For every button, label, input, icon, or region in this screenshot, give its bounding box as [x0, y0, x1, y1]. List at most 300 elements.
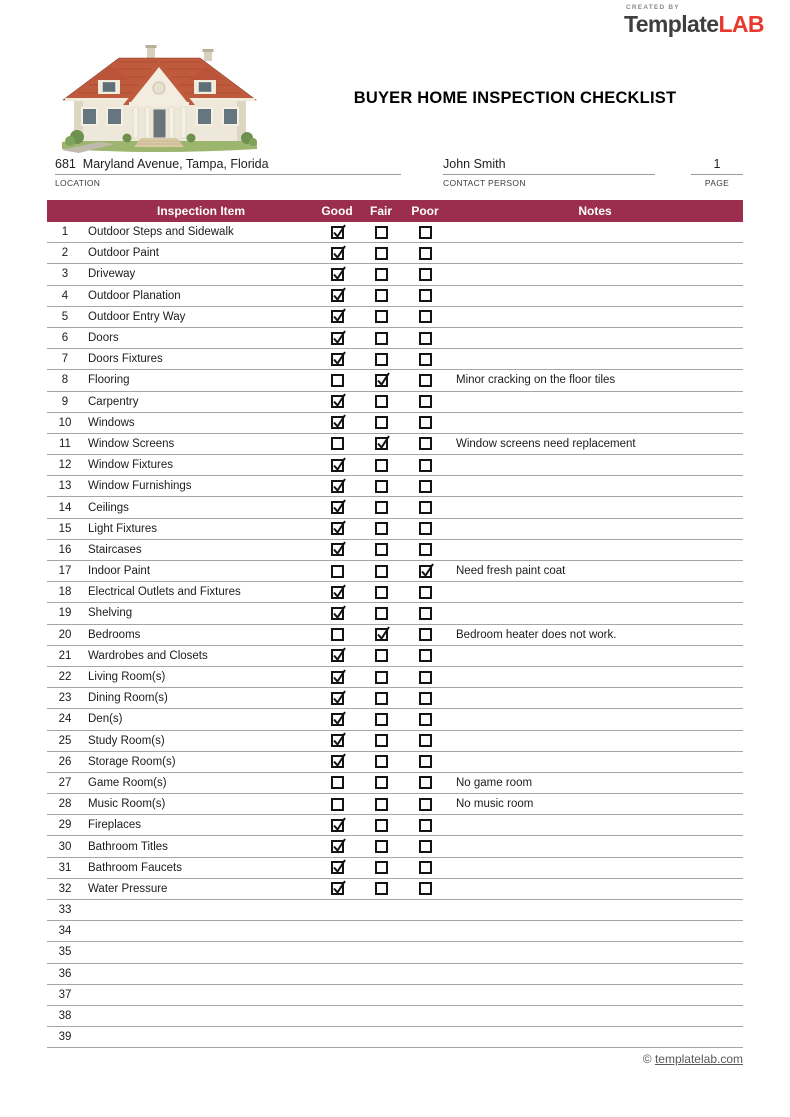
row-item-label: Outdoor Paint: [88, 247, 159, 260]
unchecked-checkbox-poor-icon[interactable]: [419, 692, 432, 705]
unchecked-checkbox-poor-icon[interactable]: [419, 289, 432, 302]
row-number: 30: [58, 840, 72, 853]
row-number: 37: [58, 988, 72, 1001]
table-row: [47, 370, 743, 391]
unchecked-checkbox-poor-icon[interactable]: [419, 861, 432, 874]
checked-checkbox-good-icon[interactable]: [331, 692, 344, 705]
unchecked-checkbox-poor-icon[interactable]: [419, 734, 432, 747]
cell-good: [315, 416, 359, 429]
column-header-good: Good: [321, 204, 353, 218]
page-number-field: [691, 157, 743, 188]
cell-good: [315, 819, 359, 832]
checked-checkbox-good-icon[interactable]: [331, 459, 344, 472]
table-row: [47, 328, 743, 349]
cell-good: [315, 565, 359, 578]
row-number: 22: [58, 671, 72, 684]
row-number: 12: [58, 459, 72, 472]
cell-poor: [403, 819, 447, 832]
row-item-label: Carpentry: [88, 395, 139, 408]
unchecked-checkbox-fair-icon[interactable]: [375, 332, 388, 345]
cell-good: [315, 459, 359, 472]
row-number: 25: [58, 734, 72, 747]
unchecked-checkbox-poor-icon[interactable]: [419, 395, 432, 408]
unchecked-checkbox-poor-icon[interactable]: [419, 586, 432, 599]
cell-poor: [403, 755, 447, 768]
cell-good: [315, 755, 359, 768]
checked-checkbox-good-icon[interactable]: [331, 289, 344, 302]
unchecked-checkbox-fair-icon[interactable]: [375, 861, 388, 874]
cell-fair: [359, 882, 403, 895]
row-number: 24: [58, 713, 72, 726]
cell-good: [315, 543, 359, 556]
row-item-label: Flooring: [88, 374, 130, 387]
unchecked-checkbox-good-icon[interactable]: [331, 374, 344, 387]
cell-fair: [359, 565, 403, 578]
unchecked-checkbox-fair-icon[interactable]: [375, 395, 388, 408]
row-notes[interactable]: Minor cracking on the floor tiles: [456, 374, 616, 387]
unchecked-checkbox-poor-icon[interactable]: [419, 840, 432, 853]
unchecked-checkbox-poor-icon[interactable]: [419, 310, 432, 323]
unchecked-checkbox-fair-icon[interactable]: [375, 268, 388, 281]
checked-checkbox-good-icon[interactable]: [331, 226, 344, 239]
unchecked-checkbox-poor-icon[interactable]: [419, 353, 432, 366]
table-row: [47, 561, 743, 582]
checked-checkbox-poor-icon[interactable]: [419, 565, 432, 578]
unchecked-checkbox-poor-icon[interactable]: [419, 819, 432, 832]
cell-fair: [359, 840, 403, 853]
checked-checkbox-good-icon[interactable]: [331, 671, 344, 684]
cell-fair: [359, 607, 403, 620]
checked-checkbox-good-icon[interactable]: [331, 840, 344, 853]
row-number: 29: [58, 819, 72, 832]
row-number: 26: [58, 755, 72, 768]
checked-checkbox-good-icon[interactable]: [331, 713, 344, 726]
unchecked-checkbox-fair-icon[interactable]: [375, 247, 388, 260]
unchecked-checkbox-poor-icon[interactable]: [419, 882, 432, 895]
footer-credit: [643, 1052, 743, 1066]
checked-checkbox-good-icon[interactable]: [331, 882, 344, 895]
unchecked-checkbox-poor-icon[interactable]: [419, 755, 432, 768]
checked-checkbox-good-icon[interactable]: [331, 819, 344, 832]
house-illustration-icon: [57, 42, 262, 156]
table-row: [47, 264, 743, 285]
templatelab-link[interactable]: templatelab.com: [654, 1052, 743, 1066]
table-row: [47, 222, 743, 243]
row-number: 34: [58, 925, 72, 938]
unchecked-checkbox-poor-icon[interactable]: [419, 416, 432, 429]
unchecked-checkbox-fair-icon[interactable]: [375, 713, 388, 726]
cell-poor: [403, 289, 447, 302]
unchecked-checkbox-fair-icon[interactable]: [375, 416, 388, 429]
checked-checkbox-good-icon[interactable]: [331, 501, 344, 514]
row-number: 11: [59, 437, 71, 450]
unchecked-checkbox-fair-icon[interactable]: [375, 289, 388, 302]
cell-poor: [403, 395, 447, 408]
cell-good: [315, 586, 359, 599]
cell-poor: [403, 861, 447, 874]
logo-template-text: Template: [624, 10, 719, 37]
row-notes[interactable]: No game room: [456, 776, 533, 789]
unchecked-checkbox-good-icon[interactable]: [331, 437, 344, 450]
unchecked-checkbox-fair-icon[interactable]: [375, 226, 388, 239]
table-row: [47, 942, 743, 963]
column-header-fair: Fair: [369, 204, 392, 218]
unchecked-checkbox-fair-icon[interactable]: [375, 734, 388, 747]
cell-poor: [403, 332, 447, 345]
unchecked-checkbox-fair-icon[interactable]: [375, 586, 388, 599]
cell-poor: [403, 226, 447, 239]
cell-fair: [359, 649, 403, 662]
cell-poor: [403, 586, 447, 599]
table-row: [47, 688, 743, 709]
unchecked-checkbox-poor-icon[interactable]: [419, 480, 432, 493]
checked-checkbox-good-icon[interactable]: [331, 416, 344, 429]
unchecked-checkbox-fair-icon[interactable]: [375, 607, 388, 620]
row-number: 3: [61, 268, 69, 281]
row-number: 1: [61, 226, 69, 239]
cell-poor: [403, 649, 447, 662]
cell-poor: [403, 374, 447, 387]
checked-checkbox-fair-icon[interactable]: [375, 628, 388, 641]
row-number: 39: [58, 1031, 72, 1044]
row-item-label: Driveway: [88, 268, 136, 281]
unchecked-checkbox-fair-icon[interactable]: [375, 755, 388, 768]
cell-poor: [403, 437, 447, 450]
row-item-label: Water Pressure: [88, 882, 168, 895]
cell-fair: [359, 310, 403, 323]
location-label: LOCATION: [55, 178, 101, 188]
row-number: 16: [58, 543, 72, 556]
unchecked-checkbox-poor-icon[interactable]: [419, 776, 432, 789]
cell-good: [315, 480, 359, 493]
unchecked-checkbox-poor-icon[interactable]: [419, 247, 432, 260]
table-row: [47, 455, 743, 476]
row-number: 27: [58, 776, 72, 789]
table-row: [47, 286, 743, 307]
cell-poor: [403, 882, 447, 895]
table-row: [47, 836, 743, 857]
row-item-label: Indoor Paint: [88, 565, 151, 578]
unchecked-checkbox-poor-icon[interactable]: [419, 713, 432, 726]
table-row: [47, 858, 743, 879]
unchecked-checkbox-poor-icon[interactable]: [419, 671, 432, 684]
row-item-label: Window Fixtures: [88, 459, 173, 472]
cell-fair: [359, 480, 403, 493]
row-item-label: Staircases: [88, 543, 142, 556]
unchecked-checkbox-poor-icon[interactable]: [419, 459, 432, 472]
cell-poor: [403, 734, 447, 747]
row-number: 10: [58, 416, 72, 429]
table-row: [47, 476, 743, 497]
cell-good: [315, 649, 359, 662]
cell-good: [315, 776, 359, 789]
unchecked-checkbox-fair-icon[interactable]: [375, 480, 388, 493]
checked-checkbox-good-icon[interactable]: [331, 310, 344, 323]
row-number: 28: [58, 798, 72, 811]
cell-good: [315, 671, 359, 684]
contact-person-field: [443, 157, 655, 188]
cell-fair: [359, 459, 403, 472]
checked-checkbox-good-icon[interactable]: [331, 734, 344, 747]
table-row: [47, 1006, 743, 1027]
table-row: [47, 815, 743, 836]
table-row: [47, 646, 743, 667]
row-notes[interactable]: Need fresh paint coat: [456, 565, 566, 578]
checked-checkbox-good-icon[interactable]: [331, 332, 344, 345]
cell-poor: [403, 840, 447, 853]
table-row: [47, 434, 743, 455]
checked-checkbox-good-icon[interactable]: [331, 649, 344, 662]
cell-fair: [359, 522, 403, 535]
row-number: 19: [58, 607, 72, 620]
row-notes[interactable]: Window screens need replacement: [456, 437, 636, 450]
checked-checkbox-good-icon[interactable]: [331, 607, 344, 620]
unchecked-checkbox-fair-icon[interactable]: [375, 501, 388, 514]
unchecked-checkbox-good-icon[interactable]: [331, 628, 344, 641]
row-number: 36: [58, 967, 72, 980]
location-value[interactable]: 681 Maryland Avenue, Tampa, Florida: [55, 157, 401, 175]
unchecked-checkbox-fair-icon[interactable]: [375, 798, 388, 811]
unchecked-checkbox-fair-icon[interactable]: [375, 882, 388, 895]
checked-checkbox-fair-icon[interactable]: [375, 437, 388, 450]
table-row: [47, 519, 743, 540]
column-header-poor: Poor: [411, 204, 439, 218]
unchecked-checkbox-fair-icon[interactable]: [375, 819, 388, 832]
unchecked-checkbox-poor-icon[interactable]: [419, 332, 432, 345]
row-item-label: Doors Fixtures: [88, 353, 163, 366]
row-item-label: Storage Room(s): [88, 755, 176, 768]
row-notes[interactable]: No music room: [456, 798, 534, 811]
contact-person-value[interactable]: John Smith: [443, 157, 655, 175]
row-number: 21: [58, 649, 72, 662]
row-number: 4: [61, 289, 69, 302]
cell-good: [315, 713, 359, 726]
page-number-value[interactable]: 1: [691, 157, 743, 175]
table-row: [47, 900, 743, 921]
row-item-label: Music Room(s): [88, 798, 166, 811]
cell-good: [315, 332, 359, 345]
table-row: [47, 392, 743, 413]
unchecked-checkbox-fair-icon[interactable]: [375, 692, 388, 705]
unchecked-checkbox-poor-icon[interactable]: [419, 226, 432, 239]
row-number: 8: [61, 374, 69, 387]
location-field: [55, 157, 401, 188]
cell-good: [315, 353, 359, 366]
row-number: 17: [58, 565, 72, 578]
cell-good: [315, 607, 359, 620]
column-header-item: Inspection Item: [156, 204, 245, 218]
cell-good: [315, 268, 359, 281]
row-number: 20: [58, 628, 72, 641]
cell-good: [315, 798, 359, 811]
row-number: 23: [58, 692, 72, 705]
unchecked-checkbox-poor-icon[interactable]: [419, 628, 432, 641]
checked-checkbox-good-icon[interactable]: [331, 353, 344, 366]
unchecked-checkbox-good-icon[interactable]: [331, 565, 344, 578]
cell-fair: [359, 819, 403, 832]
cell-fair: [359, 713, 403, 726]
unchecked-checkbox-poor-icon[interactable]: [419, 268, 432, 281]
unchecked-checkbox-fair-icon[interactable]: [375, 310, 388, 323]
row-item-label: Electrical Outlets and Fixtures: [88, 586, 241, 599]
checked-checkbox-good-icon[interactable]: [331, 395, 344, 408]
cell-good: [315, 247, 359, 260]
table-row: [47, 921, 743, 942]
table-row: [47, 307, 743, 328]
checked-checkbox-good-icon[interactable]: [331, 543, 344, 556]
row-item-label: Den(s): [88, 713, 123, 726]
cell-fair: [359, 586, 403, 599]
checked-checkbox-good-icon[interactable]: [331, 480, 344, 493]
row-number: 33: [58, 904, 72, 917]
row-item-label: Fireplaces: [88, 819, 142, 832]
cell-fair: [359, 501, 403, 514]
cell-good: [315, 289, 359, 302]
checked-checkbox-good-icon[interactable]: [331, 586, 344, 599]
unchecked-checkbox-good-icon[interactable]: [331, 798, 344, 811]
cell-poor: [403, 522, 447, 535]
row-item-label: Wardrobes and Closets: [88, 649, 208, 662]
row-item-label: Outdoor Steps and Sidewalk: [88, 226, 234, 239]
row-item-label: Shelving: [88, 607, 133, 620]
cell-poor: [403, 310, 447, 323]
checked-checkbox-good-icon[interactable]: [331, 268, 344, 281]
table-row: [47, 773, 743, 794]
checked-checkbox-good-icon[interactable]: [331, 861, 344, 874]
cell-fair: [359, 798, 403, 811]
cell-fair: [359, 353, 403, 366]
row-item-label: Living Room(s): [88, 671, 166, 684]
row-item-label: Bathroom Titles: [88, 840, 168, 853]
row-number: 38: [58, 1010, 72, 1023]
copyright-symbol: ©: [642, 1052, 652, 1066]
cell-poor: [403, 607, 447, 620]
cell-good: [315, 374, 359, 387]
cell-fair: [359, 247, 403, 260]
unchecked-checkbox-fair-icon[interactable]: [375, 459, 388, 472]
column-header-notes: Notes: [578, 204, 612, 218]
cell-good: [315, 522, 359, 535]
cell-poor: [403, 713, 447, 726]
cell-good: [315, 226, 359, 239]
cell-fair: [359, 861, 403, 874]
row-number: 31: [58, 861, 72, 874]
row-item-label: Dining Room(s): [88, 692, 168, 705]
row-item-label: Window Screens: [88, 437, 175, 450]
cell-fair: [359, 437, 403, 450]
table-row: [47, 731, 743, 752]
unchecked-checkbox-fair-icon[interactable]: [375, 522, 388, 535]
cell-fair: [359, 332, 403, 345]
table-row: [47, 349, 743, 370]
unchecked-checkbox-fair-icon[interactable]: [375, 565, 388, 578]
row-item-label: Ceilings: [88, 501, 129, 514]
unchecked-checkbox-poor-icon[interactable]: [419, 437, 432, 450]
cell-fair: [359, 395, 403, 408]
table-row: [47, 794, 743, 815]
cell-fair: [359, 268, 403, 281]
cell-poor: [403, 247, 447, 260]
cell-poor: [403, 543, 447, 556]
cell-poor: [403, 480, 447, 493]
checked-checkbox-fair-icon[interactable]: [375, 374, 388, 387]
row-number: 6: [61, 332, 69, 345]
row-item-label: Bedrooms: [88, 628, 141, 641]
cell-poor: [403, 501, 447, 514]
page-title: BUYER HOME INSPECTION CHECKLIST: [353, 89, 677, 107]
unchecked-checkbox-fair-icon[interactable]: [375, 776, 388, 789]
unchecked-checkbox-poor-icon[interactable]: [419, 607, 432, 620]
unchecked-checkbox-poor-icon[interactable]: [419, 374, 432, 387]
row-number: 35: [58, 946, 72, 959]
cell-good: [315, 395, 359, 408]
cell-fair: [359, 374, 403, 387]
row-number: 2: [61, 247, 69, 260]
cell-fair: [359, 416, 403, 429]
row-item-label: Game Room(s): [88, 776, 167, 789]
contact-person-label: CONTACT PERSON: [443, 178, 526, 188]
cell-poor: [403, 565, 447, 578]
unchecked-checkbox-fair-icon[interactable]: [375, 840, 388, 853]
cell-good: [315, 628, 359, 641]
unchecked-checkbox-fair-icon[interactable]: [375, 671, 388, 684]
row-item-label: Windows: [88, 416, 135, 429]
unchecked-checkbox-poor-icon[interactable]: [419, 543, 432, 556]
row-number: 5: [61, 310, 69, 323]
row-item-label: Study Room(s): [88, 734, 165, 747]
unchecked-checkbox-fair-icon[interactable]: [375, 649, 388, 662]
cell-poor: [403, 353, 447, 366]
table-row: [47, 985, 743, 1006]
cell-poor: [403, 416, 447, 429]
cell-good: [315, 882, 359, 895]
row-number: 7: [61, 353, 69, 366]
unchecked-checkbox-poor-icon[interactable]: [419, 649, 432, 662]
cell-fair: [359, 226, 403, 239]
unchecked-checkbox-good-icon[interactable]: [331, 776, 344, 789]
checked-checkbox-good-icon[interactable]: [331, 755, 344, 768]
cell-good: [315, 734, 359, 747]
cell-fair: [359, 776, 403, 789]
cell-fair: [359, 671, 403, 684]
logo-lab-text: LAB: [718, 10, 764, 37]
cell-poor: [403, 268, 447, 281]
table-row: [47, 413, 743, 434]
unchecked-checkbox-poor-icon[interactable]: [419, 522, 432, 535]
row-number: 13: [58, 480, 72, 493]
cell-fair: [359, 628, 403, 641]
checked-checkbox-good-icon[interactable]: [331, 522, 344, 535]
cell-good: [315, 310, 359, 323]
table-row: [47, 752, 743, 773]
table-row: [47, 625, 743, 646]
row-number: 14: [58, 501, 72, 514]
table-row: [47, 497, 743, 518]
row-notes[interactable]: Bedroom heater does not work.: [456, 628, 617, 641]
unchecked-checkbox-fair-icon[interactable]: [375, 353, 388, 366]
unchecked-checkbox-fair-icon[interactable]: [375, 543, 388, 556]
unchecked-checkbox-poor-icon[interactable]: [419, 798, 432, 811]
table-row: [47, 964, 743, 985]
table-row: [47, 243, 743, 264]
row-item-label: Bathroom Faucets: [88, 861, 182, 874]
cell-poor: [403, 692, 447, 705]
row-number: 15: [58, 522, 72, 535]
unchecked-checkbox-poor-icon[interactable]: [419, 501, 432, 514]
cell-fair: [359, 289, 403, 302]
row-item-label: Outdoor Entry Way: [88, 310, 186, 323]
checked-checkbox-good-icon[interactable]: [331, 247, 344, 260]
